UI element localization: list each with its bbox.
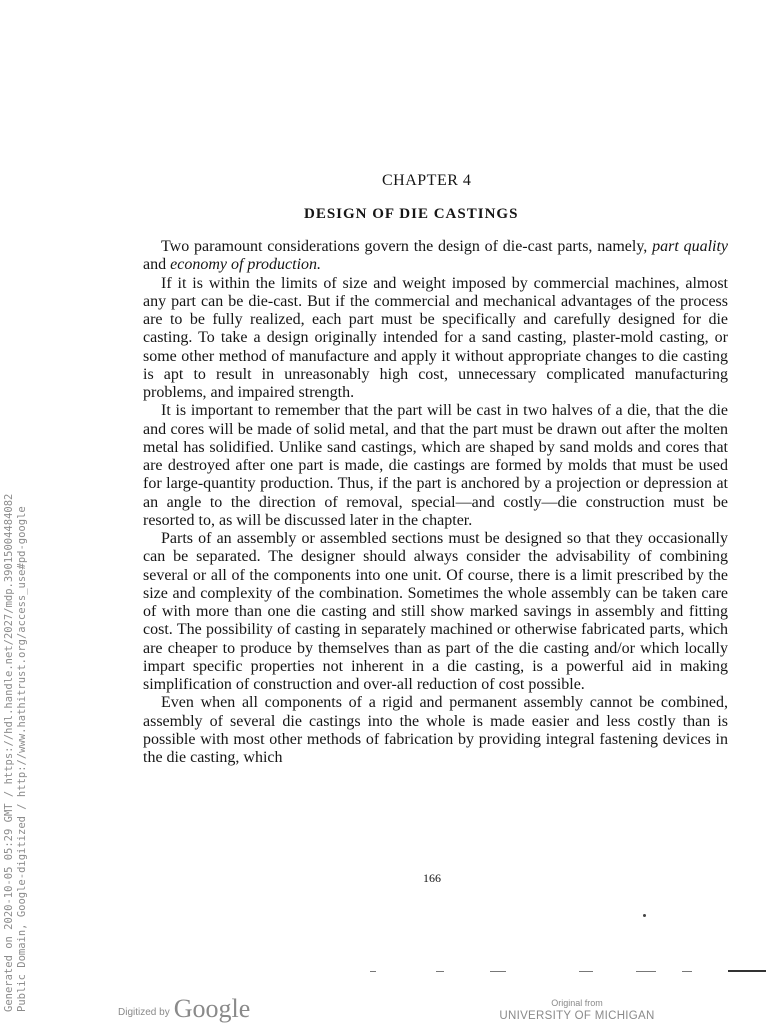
scan-artifact-line [728, 970, 766, 972]
google-logo: Google [173, 994, 251, 1023]
paragraph-1-mid: and [143, 256, 171, 274]
paragraph-3: It is important to remember that the part will be cast in two halves of a die, that the die and cores will be made of solid metal, and that the part must be drawn out after the molten metal has solidified. Unlike sand castings, which are shaped by sand molds and cores that are destroyed after one part is made, die castings are formed by molds that must be used for large-quantity production. Thus, if the part is anchored by a projection or depression at an angle to the direction of removal, special—and costly—die construction must be resorted to, as will be discussed later in the chapter. [143, 402, 728, 529]
hathitrust-side-watermark [3, 492, 31, 1012]
paragraph-1 [143, 238, 728, 275]
scan-speck [643, 914, 646, 917]
page-number: 166 [423, 871, 441, 885]
scan-artifact-line [636, 971, 656, 972]
chapter-body [143, 238, 728, 767]
watermark-line-2: Public Domain, Google-digitized / http://www.hathitrust.org/access_use#pd-google [16, 506, 28, 1012]
scan-artifact-line [370, 971, 376, 972]
scan-artifact-line [490, 971, 506, 972]
paragraph-2: If it is within the limits of size and weight imposed by commercial machines, almost any part can be die-cast. But if the commercial and mechanical advantages of the process are to be fully realized, each part must be specifically and carefully designed for die casting. To take a design originally intended for a sand casting, plaster-mold casting, or some other method of manufacture and apply it without appropriate changes to die casting is apt to result in unreasonably high cost, unnecessary complicated manufacturing problems, and impaired strength. [143, 274, 728, 401]
digitized-prefix: Digitized by [118, 1007, 170, 1018]
paragraph-1-start: Two paramount considerations govern the design of die-cast parts, namely, [161, 238, 653, 255]
original-source [497, 998, 657, 1023]
original-from-label: Original from [551, 998, 603, 1008]
chapter-label: CHAPTER 4 [382, 172, 472, 189]
scan-artifact-line [579, 971, 593, 972]
paragraph-1-italic-1: part quality [652, 238, 729, 255]
digitized-by-google [118, 994, 250, 1024]
chapter-title: DESIGN OF DIE CASTINGS [304, 206, 519, 222]
scan-artifact-line [682, 971, 692, 972]
paragraph-5: Even when all components of a rigid and permanent assembly cannot be combined, assembly of several die castings into the whole is made easier and less costly than is possible with most other methods of fabrication by providing integral fastening devices in the die casting, which [143, 694, 728, 766]
scan-artifact-line [436, 971, 444, 972]
paragraph-1-italic-2: economy of production. [170, 256, 322, 274]
paragraph-4: Parts of an assembly or assembled sections must be designed so that they occasionally can be separated. The designer should always consider the advisability of combining several or all of the components into one unit. Of course, there is a limit prescribed by the size and complexity of the combination. Sometimes the whole assembly can be taken care of with more than one die casting and still show marked savings in assembly and fitting cost. The possibility of casting in separately machined or otherwise fabricated parts, which are cheaper to produce by themselves than as part of the die casting and/or which locally impart specific properties not inherent in a die casting, is a powerful aid in making simplification of construction and over-all reduction of cost possible. [143, 530, 728, 693]
university-name: UNIVERSITY OF MICHIGAN [499, 1010, 655, 1022]
watermark-line-1: Generated on 2020-10-05 05:29 GMT / https://hdl.handle.net/2027/mdp.39015004484082 [3, 493, 15, 1012]
